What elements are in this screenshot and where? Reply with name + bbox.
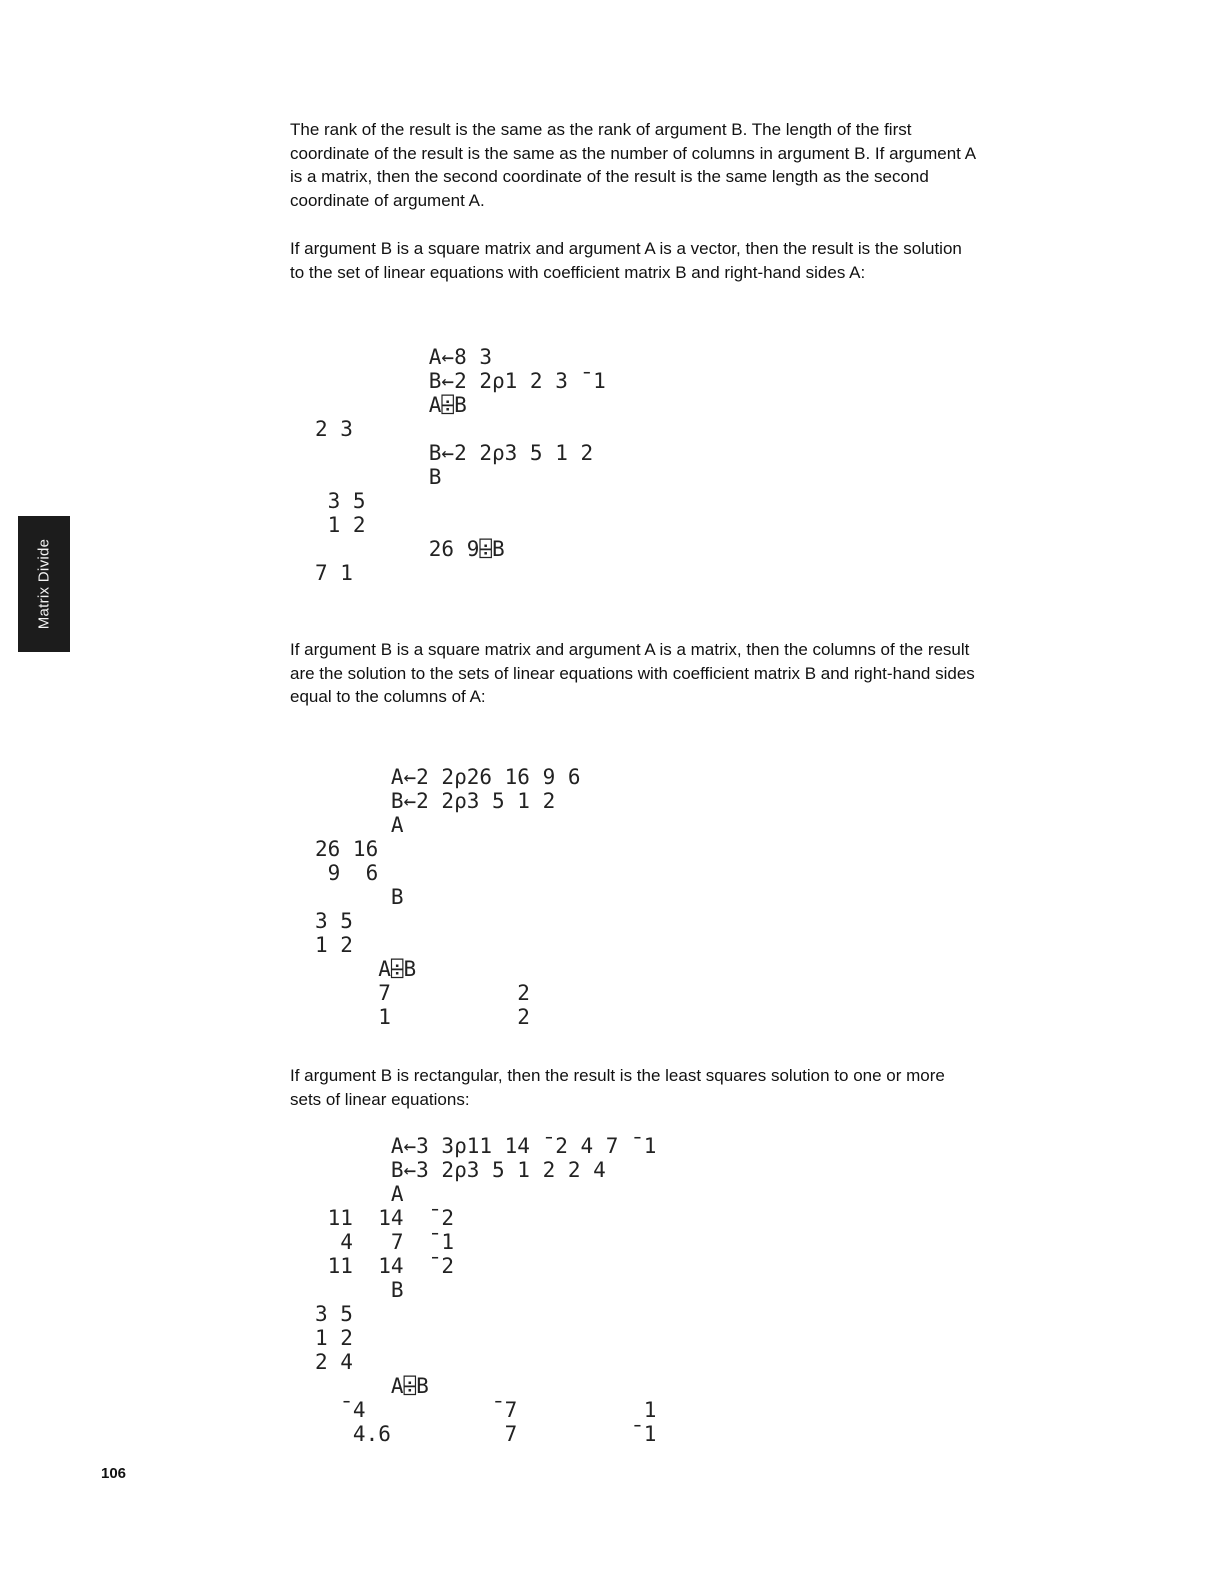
paragraph-rank: The rank of the result is the same as the rank of argument B. The length of the first coordinate of the result is the same as the number of columns in argument B. If argument A is a matrix, then the second coordinate of the result is the same length as the second coordinate of argument A. <box>290 120 976 210</box>
side-tab-label: Matrix Divide <box>35 538 53 630</box>
paragraph-square-matrix: If argument B is a square matrix and argument A is a matrix, then the columns of the result are the solution to the sets of linear equations with coefficient matrix B and right-hand sides equal to the columns of A: <box>290 640 975 706</box>
page-number: 106 <box>101 1465 127 1482</box>
side-tab <box>18 516 70 652</box>
paragraph-square-vector: If argument B is a square matrix and argument A is a vector, then the result is the solution to the set of linear equations with coefficient matrix B and right-hand sides A: <box>290 239 962 282</box>
apl-example-least-squares: A←3 3⍴11 14 ¯2 4 7 ¯1 B←3 2⍴3 5 1 2 2 4 A 11 14 ¯2 4 7 ¯1 11 14 ¯2 B 3 5 1 2 2 4 A⌹B ¯4 ¯7 1 4.6 7 ¯1 <box>315 1134 657 1446</box>
apl-example-matrix: A←2 2⍴26 16 9 6 B←2 2⍴3 5 1 2 A 26 16 9 6 B 3 5 1 2 A⌹B 7 2 1 2 <box>315 765 581 1029</box>
apl-example-vector: A←8 3 B←2 2⍴1 2 3 ¯1 A⌹B 2 3 B←2 2⍴3 5 1 2 B 3 5 1 2 26 9⌹B 7 1 <box>315 345 606 585</box>
paragraph-rectangular: If argument B is rectangular, then the result is the least squares solution to one or more sets of linear equations: <box>290 1066 945 1109</box>
